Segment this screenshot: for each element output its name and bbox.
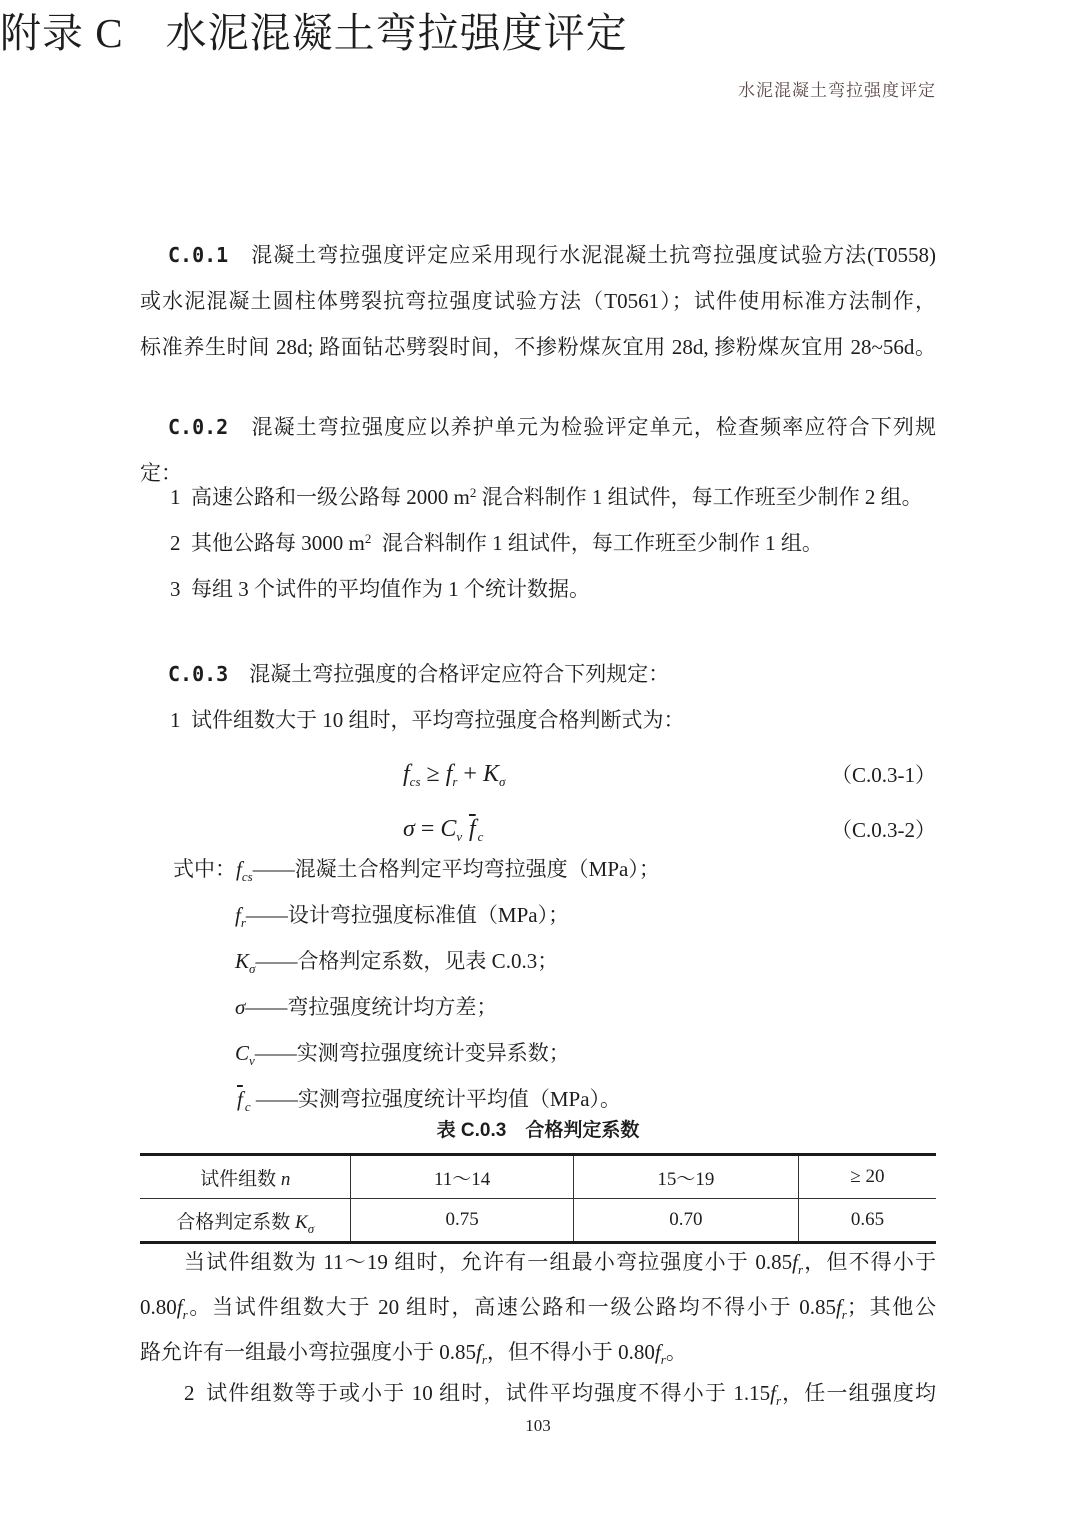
- formula-expression: $f_{cs} \ge f_r + K_\sigma$: [403, 760, 506, 789]
- text-line: 1 试件组数大于 10 组时，平均弯拉强度合格判断式为：: [170, 708, 685, 732]
- table-caption: 表 C.0.3 合格判定系数: [436, 1120, 640, 1141]
- text-line: 或水泥混凝土圆柱体劈裂抗弯拉强度试验方法（T0561）；试件使用标准方法制作，: [140, 289, 936, 313]
- definition-line: $K_\sigma——$合格判定系数，见表 C.0.3；: [235, 949, 559, 976]
- running-header: 水泥混凝土弯拉强度评定: [738, 81, 936, 100]
- table-cell: 11～14: [351, 1155, 573, 1199]
- clause-c03: [140, 651, 936, 743]
- table-cell: 0.75: [351, 1199, 573, 1243]
- list-item: 2 其他公路每 3000 $m^2$ 混合料制作 1 组试件，每工作班至少制作 1 组。: [170, 531, 823, 555]
- text-line: C.0.3 混凝土弯拉强度的合格评定应符合下列规定：: [168, 662, 670, 686]
- page-number: 103: [525, 1416, 551, 1435]
- definition-line: $\overline{f}$ $_c$ ——实测弯拉强度统计平均值（MPa）。: [237, 1087, 622, 1114]
- appendix-title: 附录 C 水泥混凝土弯拉强度评定: [0, 10, 628, 56]
- text-line: 2 试件组数等于或小于 10 组时，试件平均强度不得小于 $1.15f_r$，任一组强度均: [184, 1381, 937, 1408]
- table-cell: 0.65: [798, 1199, 936, 1243]
- symbol-definitions: [140, 846, 936, 1122]
- table-row: [140, 1199, 936, 1243]
- table-cell: 试件组数 n: [140, 1155, 351, 1199]
- paragraph-after-table: [140, 1240, 936, 1375]
- definition-line: $C_v——$实测弯拉强度统计变异系数；: [235, 1041, 570, 1068]
- text-line: 路允许有一组最小弯拉强度小于 $0.85f_r$，但不得小于 $0.80f_r$。: [140, 1340, 687, 1367]
- text-line: C.0.2 混凝土弯拉强度应以养护单元为检验评定单元，检查频率应符合下列规: [168, 415, 936, 439]
- clause-c02-items: [140, 474, 936, 612]
- table-cell: 合格判定系数 $K_\sigma$: [140, 1199, 351, 1243]
- formula-expression: $\sigma = C_v$ $\overline{f}$ $_c$: [403, 815, 484, 844]
- coefficient-table: [140, 1153, 936, 1244]
- text-line: C.0.1 混凝土弯拉强度评定应采用现行水泥混凝土抗弯拉强度试验方法(T0558): [168, 243, 936, 267]
- formula-number: （C.0.3-1）: [831, 763, 936, 787]
- list-item: 1 高速公路和一级公路每 2000 $m^2$ 混合料制作 1 组试件，每工作班至少制作 2 组。: [170, 485, 923, 509]
- table-cell: 15～19: [573, 1155, 798, 1199]
- clause-c03-item2: [140, 1371, 936, 1416]
- text-line: 当试件组数为 11～19 组时，允许有一组最小弯拉强度小于 $0.85f_r$，但不得小于: [184, 1250, 937, 1277]
- table-cell: 0.70: [573, 1199, 798, 1243]
- text-line: 定：: [140, 461, 182, 485]
- definition-line: σ——弯拉强度统计均方差；: [235, 995, 498, 1019]
- definition-line: $f_r——$设计弯拉强度标准值（MPa）；: [235, 903, 570, 930]
- table-cell: ≥ 20: [798, 1155, 936, 1199]
- clause-c01: [140, 232, 936, 370]
- formula-number: （C.0.3-2）: [831, 818, 936, 842]
- definition-line: 式中：$f_{cs}——$混凝土合格判定平均弯拉强度（MPa）；: [173, 857, 660, 884]
- text-line: 标准养生时间 28d; 路面钻芯劈裂时间，不掺粉煤灰宜用 28d, 掺粉煤灰宜用 28~56d。: [140, 335, 936, 359]
- table-row: [140, 1155, 936, 1199]
- list-item: 3 每组 3 个试件的平均值作为 1 个统计数据。: [170, 577, 590, 601]
- formula-c031: [140, 748, 936, 800]
- text-line: $0.80f_r$。当试件组数大于 20 组时，高速公路和一级公路均不得小于 $0.85f_r$；其他公: [140, 1295, 937, 1322]
